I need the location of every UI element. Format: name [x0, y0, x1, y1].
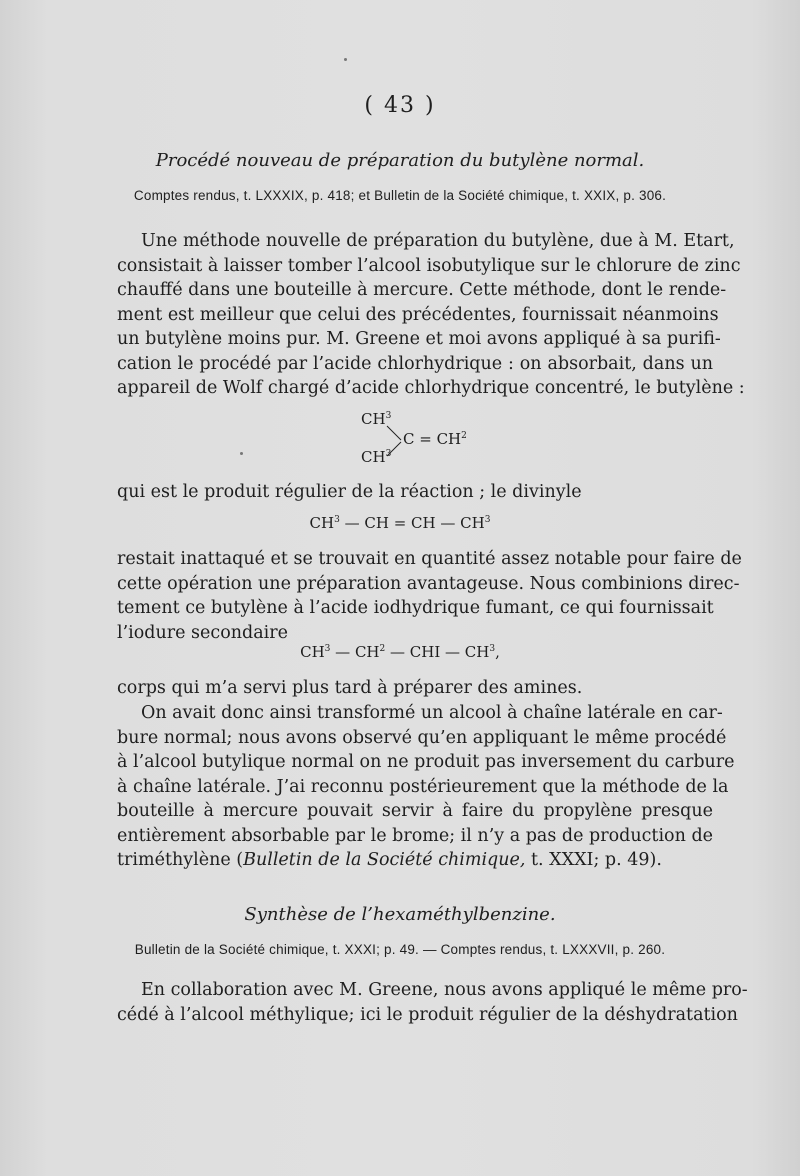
paragraph-line: corps qui m’a servi plus tard à préparer des amines. — [117, 678, 583, 698]
paragraph-line: consistait à laisser tomber l’alcool isobutylique sur le chlorure de zinc — [117, 255, 741, 276]
paragraph-line: entièrement absorbable par le brome; il n’y a pas de production de — [117, 825, 713, 846]
paragraph-5 — [117, 701, 735, 873]
paper-speck — [240, 452, 243, 455]
formula-isobutylene — [355, 410, 495, 470]
paragraph-line: cette opération une préparation avantageuse. Nous combinions direc- — [117, 573, 740, 594]
paragraph-4 — [117, 676, 713, 701]
paragraph-line: cédé à l’alcool méthylique; ici le produit régulier de la déshydratation — [117, 1004, 738, 1025]
formula-divinyl: $CH^3$ — CH = CH — $CH^3$ — [309, 514, 491, 532]
paragraph-line: Une méthode nouvelle de préparation du butylène, due à M. Etart, — [141, 231, 735, 251]
paragraph-line: cation le procédé par l’acide chlorhydrique : on absorbait, dans un — [117, 353, 713, 374]
paragraph-line: à chaîne latérale. J’ai reconnu postérieurement que la méthode de la — [117, 776, 729, 797]
paragraph-1 — [117, 229, 745, 401]
page-number: ( 43 ) — [364, 93, 436, 118]
paragraph-line: l’iodure secondaire — [117, 622, 288, 643]
section-title-butylene: Procédé nouveau de préparation du butylène normal. — [155, 150, 645, 171]
paragraph-6 — [117, 978, 748, 1027]
paragraph-line: ment est meilleur que celui des précédentes, fournissait néanmoins — [117, 304, 719, 325]
formula-right-part: $C = CH^2$ — [403, 430, 467, 448]
paragraph-line: tement ce butylène à l’acide iodhydrique fumant, ce qui fournissait — [117, 598, 714, 618]
paragraph-line: restait inattaqué et se trouvait en quantité assez notable pour faire de — [117, 549, 742, 569]
paper-speck — [344, 58, 347, 61]
paragraph-line-citation: triméthylène (Bulletin de la Société chimique, t. XXXI; p. 49). — [117, 850, 662, 870]
formula-bottom-group: $CH^3$ — [361, 448, 392, 466]
section-title-hexamethylbenzine: Synthèse de l’hexaméthylbenzine. — [244, 904, 556, 925]
paragraph-line: En collaboration avec M. Greene, nous avons appliqué le même pro- — [141, 980, 748, 1000]
paragraph-line: appareil de Wolf chargé d’acide chlorhydrique concentré, le butylène : — [117, 378, 745, 398]
paragraph-2 — [117, 480, 713, 505]
reference-hexamethylbenzine: Bulletin de la Société chimique, t. XXXI; p. 49. — Comptes rendus, t. LXXXVII, p. 260. — [134, 942, 666, 957]
paragraph-line: bouteille à mercure pouvait servir à faire du propylène presque — [117, 801, 713, 821]
paragraph-line: chauffé dans une bouteille à mercure. Cette méthode, dont le rende- — [117, 280, 727, 300]
citation-journal: Bulletin de la Société chimique, — [243, 850, 526, 870]
paragraph-line: bure normal; nous avons observé qu’en appliquant le même procédé — [117, 727, 727, 748]
paragraph-line: à l’alcool butylique normal on ne produit pas inversement du carbure — [117, 752, 735, 772]
paragraph-line: On avait donc ainsi transformé un alcool à chaîne latérale en car- — [141, 703, 723, 723]
reference-butylene: Comptes rendus, t. LXXXIX, p. 418; et Bulletin de la Société chimique, t. XXIX, p. 306. — [133, 188, 667, 203]
formula-iodide: $CH^3$ — $CH^2$ — CHI — $CH^3$, — [300, 643, 500, 661]
paragraph-3 — [117, 547, 742, 645]
paragraph-line: un butylène moins pur. M. Greene et moi avons appliqué à sa purifi- — [117, 329, 721, 349]
paragraph-line: qui est le produit régulier de la réaction ; le divinyle — [117, 482, 582, 502]
formula-top-group: $CH^3$ — [361, 410, 392, 428]
